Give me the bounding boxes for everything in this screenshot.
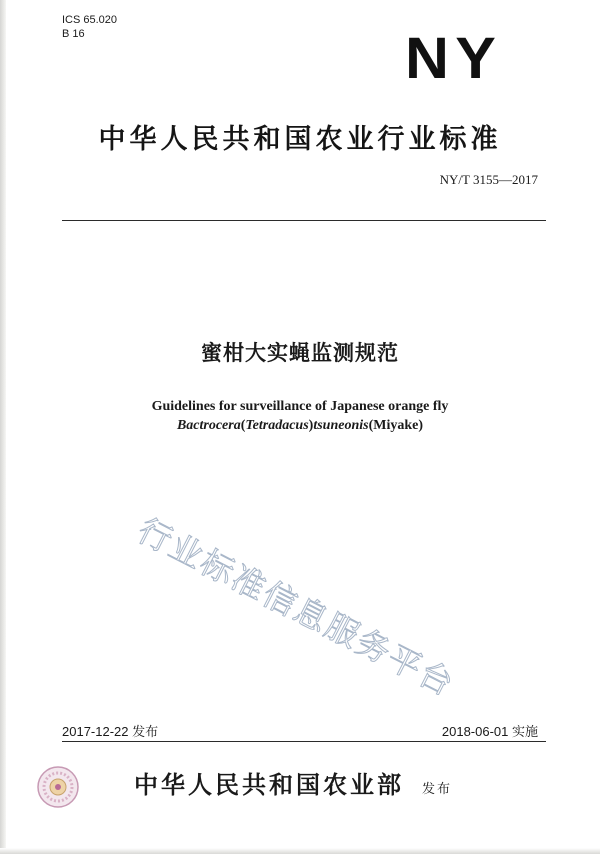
ccs-code: B 16	[62, 28, 85, 40]
footer-divider	[62, 741, 546, 742]
standard-number: NY/T 3155—2017	[439, 172, 538, 187]
scan-edge-bottom	[0, 848, 600, 854]
issue-date: 2017-12-22 发布	[62, 724, 159, 739]
implementation-date: 2018-06-01 实施	[441, 724, 538, 739]
genus-name: Bactrocera	[176, 418, 241, 433]
subgenus-name: Tetradacus	[245, 418, 309, 433]
standard-type-title: 中华人民共和国农业行业标准	[98, 124, 502, 155]
ny-logo: NY	[405, 26, 503, 91]
species-author: Miyake	[373, 418, 419, 433]
classification-codes	[62, 13, 117, 41]
chinese-title: 蜜柑大实蝇监测规范	[201, 341, 399, 365]
english-title-line1: Guidelines for surveillance of Japanese orange fly	[151, 399, 449, 414]
header-divider	[62, 220, 546, 221]
species-name: tsuneonis	[313, 418, 369, 433]
ics-code: ICS 65.020	[62, 14, 118, 26]
watermark: 行业标准信息服务平台	[131, 510, 462, 704]
publisher-name: 中华人民共和国农业部	[134, 771, 404, 799]
seal-emblem-icon	[36, 765, 80, 809]
english-title-line2: Bactrocera(Tetradacus)tsuneonis(Miyake)	[176, 418, 424, 433]
publish-label: 发布	[422, 782, 453, 797]
english-title	[0, 397, 600, 435]
